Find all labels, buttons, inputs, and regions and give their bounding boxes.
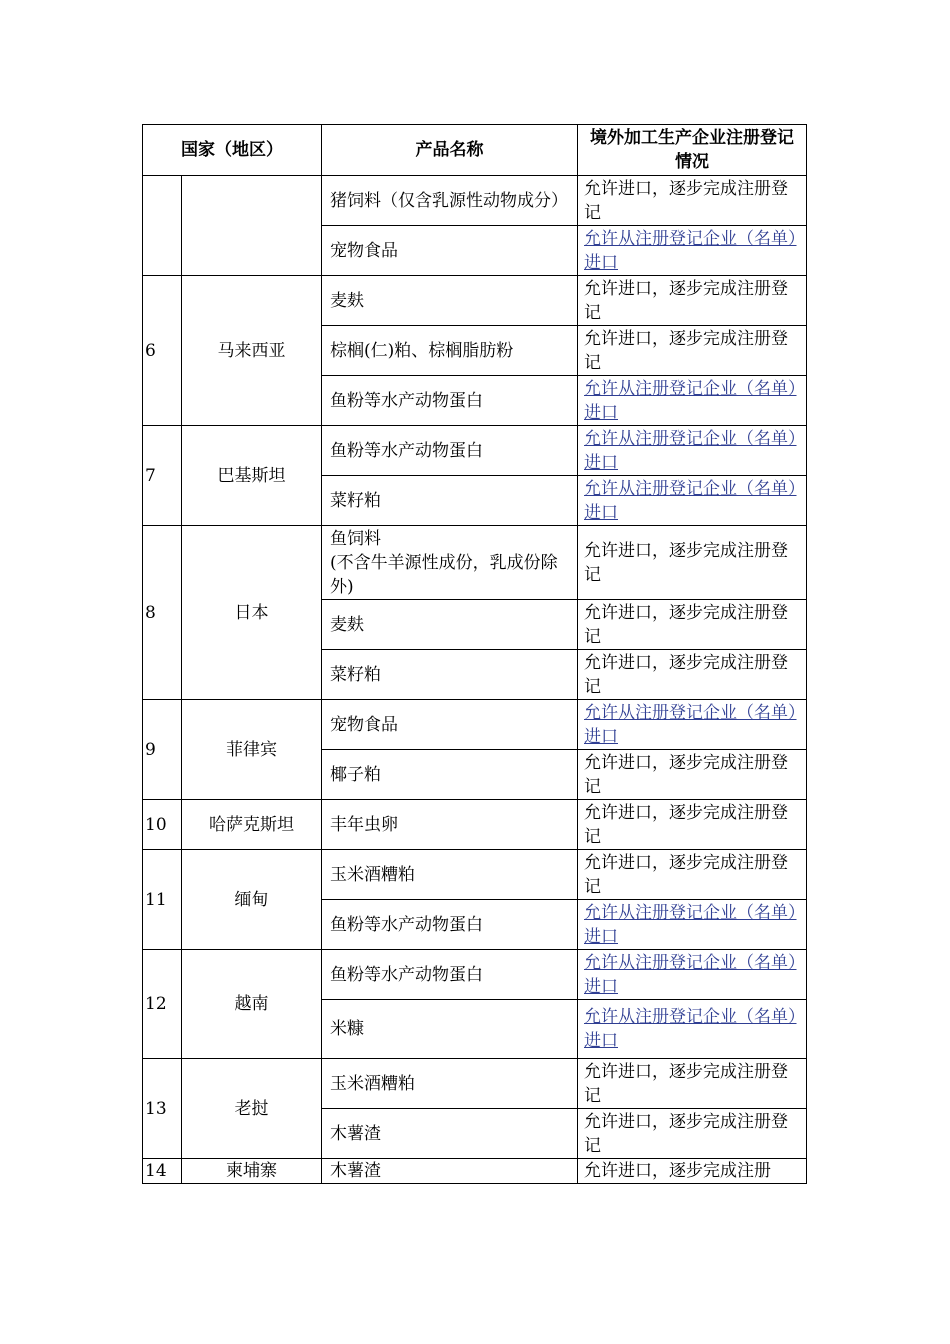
registered-list-link[interactable]: 允许从注册登记企业（名单）进口 [584, 902, 797, 947]
product-cell: 木薯渣 [322, 1159, 578, 1184]
product-cell: 鱼粉等水产动物蛋白 [322, 376, 578, 426]
product-cell: 麦麸 [322, 600, 578, 650]
row-number: 7 [143, 426, 182, 526]
status-cell: 允许进口，逐步完成注册登记 [578, 326, 807, 376]
country-cell: 菲律宾 [182, 700, 322, 800]
registered-list-link[interactable]: 允许从注册登记企业（名单）进口 [584, 428, 797, 473]
product-cell: 宠物食品 [322, 700, 578, 750]
registered-list-link[interactable]: 允许从注册登记企业（名单）进口 [584, 228, 797, 273]
product-cell: 玉米酒糟粕 [322, 850, 578, 900]
status-cell: 允许进口，逐步完成注册登记 [578, 176, 807, 226]
status-cell: 允许进口，逐步完成注册登记 [578, 850, 807, 900]
status-cell: 允许进口，逐步完成注册登记 [578, 650, 807, 700]
table-row [143, 850, 807, 900]
table-row [143, 526, 807, 600]
product-cell: 鱼粉等水产动物蛋白 [322, 426, 578, 476]
status-cell [578, 226, 807, 276]
product-cell: 米糠 [322, 1000, 578, 1059]
registered-list-link[interactable]: 允许从注册登记企业（名单）进口 [584, 952, 797, 997]
header-row [143, 125, 807, 176]
status-cell [578, 476, 807, 526]
header-product: 产品名称 [322, 125, 578, 176]
row-number [143, 176, 182, 276]
country-cell: 越南 [182, 950, 322, 1059]
product-line: 鱼饲料 [330, 528, 381, 549]
registered-list-link[interactable]: 允许从注册登记企业（名单）进口 [584, 1007, 797, 1051]
status-cell: 允许进口，逐步完成注册登记 [578, 526, 807, 600]
status-cell [578, 950, 807, 1000]
country-cell [182, 176, 322, 276]
row-number: 12 [143, 950, 182, 1059]
status-cell [578, 900, 807, 950]
row-number: 10 [143, 800, 182, 850]
status-cell: 允许进口，逐步完成注册登记 [578, 276, 807, 326]
row-number: 9 [143, 700, 182, 800]
status-cell [578, 426, 807, 476]
table-row [143, 1159, 807, 1184]
product-cell: 猪饲料（仅含乳源性动物成分） [322, 176, 578, 226]
status-cell [578, 700, 807, 750]
registration-table [142, 124, 807, 1184]
product-cell: 菜籽粕 [322, 476, 578, 526]
status-cell [578, 376, 807, 426]
registered-list-link[interactable]: 允许从注册登记企业（名单）进口 [584, 478, 797, 523]
product-cell: 鱼粉等水产动物蛋白 [322, 900, 578, 950]
registered-list-link[interactable]: 允许从注册登记企业（名单）进口 [584, 378, 797, 423]
product-cell: 椰子粕 [322, 750, 578, 800]
header-country: 国家（地区） [143, 125, 322, 176]
status-cell: 允许进口，逐步完成注册登记 [578, 800, 807, 850]
status-cell: 允许进口，逐步完成注册登记 [578, 750, 807, 800]
status-cell: 允许进口，逐步完成注册登记 [578, 1059, 807, 1109]
row-number: 13 [143, 1059, 182, 1159]
product-cell: 宠物食品 [322, 226, 578, 276]
status-cell [578, 1000, 807, 1059]
country-cell: 缅甸 [182, 850, 322, 950]
table-row [143, 426, 807, 476]
status-cell: 允许进口，逐步完成注册登记 [578, 600, 807, 650]
product-cell: 鱼粉等水产动物蛋白 [322, 950, 578, 1000]
product-cell [322, 526, 578, 600]
product-cell: 丰年虫卵 [322, 800, 578, 850]
registered-list-link[interactable]: 允许从注册登记企业（名单）进口 [584, 702, 797, 747]
product-cell: 棕榈(仁)粕、棕榈脂肪粉 [322, 326, 578, 376]
row-number: 6 [143, 276, 182, 426]
table-row [143, 176, 807, 226]
product-cell: 木薯渣 [322, 1109, 578, 1159]
table-row [143, 800, 807, 850]
country-cell: 柬埔寨 [182, 1159, 322, 1184]
product-cell: 麦麸 [322, 276, 578, 326]
product-cell: 玉米酒糟粕 [322, 1059, 578, 1109]
country-cell: 老挝 [182, 1059, 322, 1159]
row-number: 8 [143, 526, 182, 700]
country-cell: 巴基斯坦 [182, 426, 322, 526]
table-row [143, 700, 807, 750]
product-cell: 菜籽粕 [322, 650, 578, 700]
table-row [143, 1059, 807, 1109]
header-status: 境外加工生产企业注册登记情况 [578, 125, 807, 176]
table-row [143, 276, 807, 326]
status-cell: 允许进口，逐步完成注册登记 [578, 1109, 807, 1159]
country-cell: 马来西亚 [182, 276, 322, 426]
country-cell: 日本 [182, 526, 322, 700]
country-cell: 哈萨克斯坦 [182, 800, 322, 850]
product-line: (不含牛羊源性成份，乳成份除外) [330, 552, 558, 597]
row-number: 14 [143, 1159, 182, 1184]
status-cell: 允许进口，逐步完成注册 [578, 1159, 807, 1184]
table-row [143, 950, 807, 1000]
row-number: 11 [143, 850, 182, 950]
